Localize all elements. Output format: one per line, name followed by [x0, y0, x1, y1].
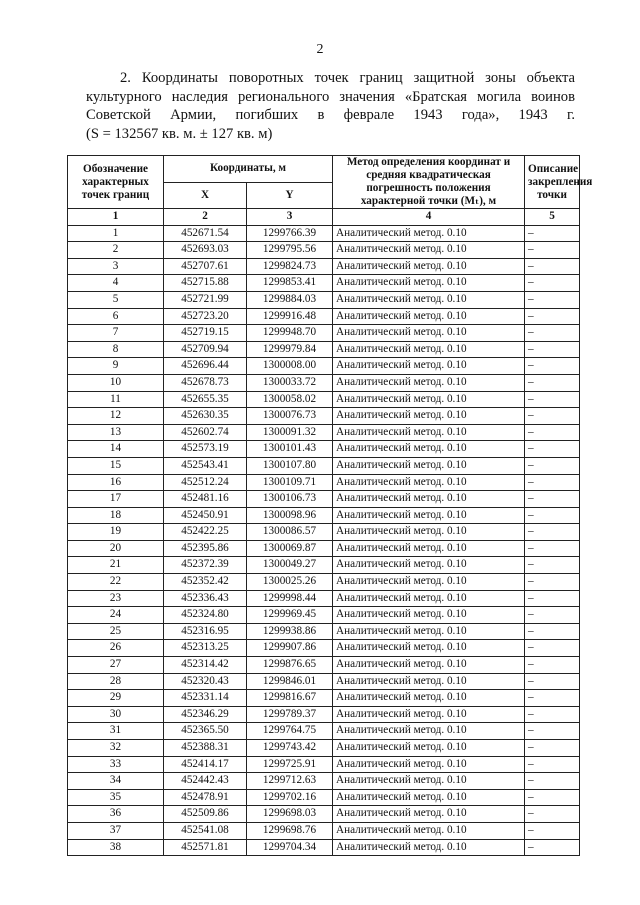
heading-line: (S = 132567 кв. м. ± 127 кв. м)	[86, 125, 273, 142]
table-row	[68, 225, 580, 242]
x-coordinate-cell: 452573.19	[164, 441, 247, 458]
table-row	[68, 690, 580, 707]
method-cell: Аналитический метод. 0.10	[333, 690, 525, 707]
coordinates-table	[67, 155, 593, 856]
x-coordinate-cell: 452696.44	[164, 358, 247, 375]
description-cell: –	[525, 242, 580, 259]
x-coordinate-cell: 452602.74	[164, 424, 247, 441]
table-row	[68, 341, 580, 358]
column-index: 3	[247, 209, 333, 226]
description-cell: –	[525, 424, 580, 441]
description-cell: –	[525, 822, 580, 839]
point-number-cell: 19	[68, 524, 164, 541]
x-coordinate-cell: 452721.99	[164, 291, 247, 308]
header-method: Метод определения координат и средняя квадратическая погрешность положения характерной точки (Mₜ), м	[333, 156, 525, 209]
y-coordinate-cell: 1299938.86	[247, 623, 333, 640]
table-row	[68, 258, 580, 275]
method-cell: Аналитический метод. 0.10	[333, 623, 525, 640]
x-coordinate-cell: 452541.08	[164, 822, 247, 839]
method-cell: Аналитический метод. 0.10	[333, 391, 525, 408]
table-row	[68, 657, 580, 674]
method-cell: Аналитический метод. 0.10	[333, 291, 525, 308]
description-cell: –	[525, 358, 580, 375]
y-coordinate-cell: 1299853.41	[247, 275, 333, 292]
x-coordinate-cell: 452422.25	[164, 524, 247, 541]
table-row	[68, 789, 580, 806]
table-row	[68, 557, 580, 574]
description-cell: –	[525, 723, 580, 740]
table-row	[68, 242, 580, 259]
heading-line: 2. Координаты поворотных точек границ защитной зоны объекта	[120, 70, 575, 86]
method-cell: Аналитический метод. 0.10	[333, 673, 525, 690]
table-row	[68, 457, 580, 474]
point-number-cell: 7	[68, 325, 164, 342]
point-number-cell: 8	[68, 341, 164, 358]
x-coordinate-cell: 452450.91	[164, 507, 247, 524]
x-coordinate-cell: 452709.94	[164, 341, 247, 358]
x-coordinate-cell: 452336.43	[164, 590, 247, 607]
table-row	[68, 391, 580, 408]
method-cell: Аналитический метод. 0.10	[333, 607, 525, 624]
description-cell: –	[525, 839, 580, 856]
y-coordinate-cell: 1300058.02	[247, 391, 333, 408]
point-number-cell: 9	[68, 358, 164, 375]
point-number-cell: 28	[68, 673, 164, 690]
y-coordinate-cell: 1299969.45	[247, 607, 333, 624]
description-cell: –	[525, 607, 580, 624]
method-cell: Аналитический метод. 0.10	[333, 441, 525, 458]
x-coordinate-cell: 452719.15	[164, 325, 247, 342]
description-cell: –	[525, 789, 580, 806]
method-cell: Аналитический метод. 0.10	[333, 773, 525, 790]
column-index-row	[68, 209, 580, 226]
point-number-cell: 33	[68, 756, 164, 773]
y-coordinate-cell: 1299948.70	[247, 325, 333, 342]
y-coordinate-cell: 1299766.39	[247, 225, 333, 242]
table-row	[68, 507, 580, 524]
point-number-cell: 32	[68, 740, 164, 757]
method-cell: Аналитический метод. 0.10	[333, 723, 525, 740]
x-coordinate-cell: 452388.31	[164, 740, 247, 757]
method-cell: Аналитический метод. 0.10	[333, 590, 525, 607]
x-coordinate-cell: 452671.54	[164, 225, 247, 242]
description-cell: –	[525, 673, 580, 690]
point-number-cell: 21	[68, 557, 164, 574]
y-coordinate-cell: 1300033.72	[247, 374, 333, 391]
description-cell: –	[525, 640, 580, 657]
point-number-cell: 10	[68, 374, 164, 391]
x-coordinate-cell: 452509.86	[164, 806, 247, 823]
point-number-cell: 27	[68, 657, 164, 674]
y-coordinate-cell: 1300107.80	[247, 457, 333, 474]
table-row	[68, 839, 580, 856]
description-cell: –	[525, 408, 580, 425]
point-number-cell: 26	[68, 640, 164, 657]
x-coordinate-cell: 452365.50	[164, 723, 247, 740]
heading-line: Советской Армии, погибших в феврале 1943 года», 1943 г.	[86, 107, 575, 123]
y-coordinate-cell: 1299795.56	[247, 242, 333, 259]
table-row	[68, 706, 580, 723]
point-number-cell: 16	[68, 474, 164, 491]
description-cell: –	[525, 441, 580, 458]
description-cell: –	[525, 291, 580, 308]
table-row	[68, 623, 580, 640]
description-cell: –	[525, 341, 580, 358]
method-cell: Аналитический метод. 0.10	[333, 822, 525, 839]
description-cell: –	[525, 325, 580, 342]
table-row	[68, 673, 580, 690]
table-row	[68, 291, 580, 308]
method-cell: Аналитический метод. 0.10	[333, 408, 525, 425]
x-coordinate-cell: 452316.95	[164, 623, 247, 640]
description-cell: –	[525, 557, 580, 574]
x-coordinate-cell: 452324.80	[164, 607, 247, 624]
y-coordinate-cell: 1299743.42	[247, 740, 333, 757]
point-number-cell: 37	[68, 822, 164, 839]
y-coordinate-cell: 1299816.67	[247, 690, 333, 707]
method-cell: Аналитический метод. 0.10	[333, 325, 525, 342]
table-row	[68, 358, 580, 375]
x-coordinate-cell: 452331.14	[164, 690, 247, 707]
point-number-cell: 1	[68, 225, 164, 242]
y-coordinate-cell: 1300109.71	[247, 474, 333, 491]
x-coordinate-cell: 452543.41	[164, 457, 247, 474]
method-cell: Аналитический метод. 0.10	[333, 374, 525, 391]
x-coordinate-cell: 452512.24	[164, 474, 247, 491]
table-row	[68, 524, 580, 541]
table-row	[68, 474, 580, 491]
y-coordinate-cell: 1299979.84	[247, 341, 333, 358]
y-coordinate-cell: 1299998.44	[247, 590, 333, 607]
y-coordinate-cell: 1299789.37	[247, 706, 333, 723]
y-coordinate-cell: 1300008.00	[247, 358, 333, 375]
table-row	[68, 590, 580, 607]
x-coordinate-cell: 452442.43	[164, 773, 247, 790]
point-number-cell: 35	[68, 789, 164, 806]
column-index: 5	[525, 209, 580, 226]
method-cell: Аналитический метод. 0.10	[333, 474, 525, 491]
point-number-cell: 18	[68, 507, 164, 524]
description-cell: –	[525, 756, 580, 773]
point-number-cell: 20	[68, 540, 164, 557]
y-coordinate-cell: 1299876.65	[247, 657, 333, 674]
point-number-cell: 17	[68, 491, 164, 508]
method-cell: Аналитический метод. 0.10	[333, 657, 525, 674]
y-coordinate-cell: 1300101.43	[247, 441, 333, 458]
y-coordinate-cell: 1299916.48	[247, 308, 333, 325]
x-coordinate-cell: 452395.86	[164, 540, 247, 557]
column-index: 1	[68, 209, 164, 226]
table-row	[68, 723, 580, 740]
point-number-cell: 22	[68, 574, 164, 591]
point-number-cell: 12	[68, 408, 164, 425]
header-point: Обозначение характерных точек границ	[68, 156, 164, 209]
description-cell: –	[525, 773, 580, 790]
point-number-cell: 13	[68, 424, 164, 441]
point-number-cell: 34	[68, 773, 164, 790]
description-cell: –	[525, 574, 580, 591]
table-row	[68, 806, 580, 823]
y-coordinate-cell: 1299725.91	[247, 756, 333, 773]
table-row	[68, 607, 580, 624]
description-cell: –	[525, 540, 580, 557]
point-number-cell: 36	[68, 806, 164, 823]
x-coordinate-cell: 452707.61	[164, 258, 247, 275]
y-coordinate-cell: 1299712.63	[247, 773, 333, 790]
table-row	[68, 308, 580, 325]
method-cell: Аналитический метод. 0.10	[333, 242, 525, 259]
table-row	[68, 441, 580, 458]
description-cell: –	[525, 374, 580, 391]
method-cell: Аналитический метод. 0.10	[333, 308, 525, 325]
description-cell: –	[525, 690, 580, 707]
x-coordinate-cell: 452723.20	[164, 308, 247, 325]
heading-line: культурного наследия регионального значения «Братская могила воинов	[86, 88, 575, 105]
section-heading	[86, 69, 575, 143]
y-coordinate-cell: 1299824.73	[247, 258, 333, 275]
x-coordinate-cell: 452478.91	[164, 789, 247, 806]
table-row	[68, 822, 580, 839]
y-coordinate-cell: 1299702.16	[247, 789, 333, 806]
description-cell: –	[525, 457, 580, 474]
description-cell: –	[525, 225, 580, 242]
point-number-cell: 24	[68, 607, 164, 624]
point-number-cell: 2	[68, 242, 164, 259]
method-cell: Аналитический метод. 0.10	[333, 756, 525, 773]
table-row	[68, 740, 580, 757]
y-coordinate-cell: 1300106.73	[247, 491, 333, 508]
table-row	[68, 756, 580, 773]
method-cell: Аналитический метод. 0.10	[333, 540, 525, 557]
y-coordinate-cell: 1299704.34	[247, 839, 333, 856]
point-number-cell: 23	[68, 590, 164, 607]
method-cell: Аналитический метод. 0.10	[333, 424, 525, 441]
point-number-cell: 6	[68, 308, 164, 325]
x-coordinate-cell: 452693.03	[164, 242, 247, 259]
point-number-cell: 3	[68, 258, 164, 275]
point-number-cell: 38	[68, 839, 164, 856]
x-coordinate-cell: 452320.43	[164, 673, 247, 690]
y-coordinate-cell: 1299698.03	[247, 806, 333, 823]
x-coordinate-cell: 452715.88	[164, 275, 247, 292]
table-row	[68, 540, 580, 557]
description-cell: –	[525, 740, 580, 757]
description-cell: –	[525, 657, 580, 674]
method-cell: Аналитический метод. 0.10	[333, 557, 525, 574]
description-cell: –	[525, 474, 580, 491]
method-cell: Аналитический метод. 0.10	[333, 275, 525, 292]
x-coordinate-cell: 452313.25	[164, 640, 247, 657]
description-cell: –	[525, 706, 580, 723]
y-coordinate-cell: 1300025.26	[247, 574, 333, 591]
x-coordinate-cell: 452678.73	[164, 374, 247, 391]
description-cell: –	[525, 524, 580, 541]
method-cell: Аналитический метод. 0.10	[333, 258, 525, 275]
x-coordinate-cell: 452571.81	[164, 839, 247, 856]
point-number-cell: 15	[68, 457, 164, 474]
description-cell: –	[525, 491, 580, 508]
method-cell: Аналитический метод. 0.10	[333, 491, 525, 508]
description-cell: –	[525, 308, 580, 325]
y-coordinate-cell: 1300069.87	[247, 540, 333, 557]
y-coordinate-cell: 1299884.03	[247, 291, 333, 308]
y-coordinate-cell: 1300086.57	[247, 524, 333, 541]
y-coordinate-cell: 1299764.75	[247, 723, 333, 740]
method-cell: Аналитический метод. 0.10	[333, 839, 525, 856]
point-number-cell: 30	[68, 706, 164, 723]
table-row	[68, 374, 580, 391]
table-row	[68, 491, 580, 508]
table-row	[68, 640, 580, 657]
y-coordinate-cell: 1299846.01	[247, 673, 333, 690]
x-coordinate-cell: 452346.29	[164, 706, 247, 723]
y-coordinate-cell: 1299698.76	[247, 822, 333, 839]
description-cell: –	[525, 391, 580, 408]
x-coordinate-cell: 452655.35	[164, 391, 247, 408]
method-cell: Аналитический метод. 0.10	[333, 789, 525, 806]
method-cell: Аналитический метод. 0.10	[333, 574, 525, 591]
description-cell: –	[525, 275, 580, 292]
x-coordinate-cell: 452630.35	[164, 408, 247, 425]
table-body	[68, 225, 580, 856]
column-index: 2	[164, 209, 247, 226]
method-cell: Аналитический метод. 0.10	[333, 358, 525, 375]
method-cell: Аналитический метод. 0.10	[333, 507, 525, 524]
description-cell: –	[525, 590, 580, 607]
method-cell: Аналитический метод. 0.10	[333, 640, 525, 657]
point-number-cell: 5	[68, 291, 164, 308]
point-number-cell: 14	[68, 441, 164, 458]
description-cell: –	[525, 507, 580, 524]
x-coordinate-cell: 452481.16	[164, 491, 247, 508]
header-x: X	[164, 182, 247, 209]
y-coordinate-cell: 1300049.27	[247, 557, 333, 574]
method-cell: Аналитический метод. 0.10	[333, 457, 525, 474]
point-number-cell: 25	[68, 623, 164, 640]
table-row	[68, 275, 580, 292]
column-index: 4	[333, 209, 525, 226]
y-coordinate-cell: 1299907.86	[247, 640, 333, 657]
description-cell: –	[525, 258, 580, 275]
point-number-cell: 4	[68, 275, 164, 292]
table-row	[68, 408, 580, 425]
method-cell: Аналитический метод. 0.10	[333, 806, 525, 823]
header-y: Y	[247, 182, 333, 209]
x-coordinate-cell: 452414.17	[164, 756, 247, 773]
point-number-cell: 31	[68, 723, 164, 740]
header-description: Описание закрепления точки	[525, 156, 580, 209]
x-coordinate-cell: 452372.39	[164, 557, 247, 574]
y-coordinate-cell: 1300091.32	[247, 424, 333, 441]
method-cell: Аналитический метод. 0.10	[333, 740, 525, 757]
method-cell: Аналитический метод. 0.10	[333, 524, 525, 541]
page-number: 2	[316, 42, 324, 57]
table-row	[68, 574, 580, 591]
y-coordinate-cell: 1300098.96	[247, 507, 333, 524]
table-row	[68, 773, 580, 790]
description-cell: –	[525, 806, 580, 823]
x-coordinate-cell: 452352.42	[164, 574, 247, 591]
method-cell: Аналитический метод. 0.10	[333, 225, 525, 242]
description-cell: –	[525, 623, 580, 640]
method-cell: Аналитический метод. 0.10	[333, 341, 525, 358]
point-number-cell: 29	[68, 690, 164, 707]
header-coords: Координаты, м	[164, 156, 333, 183]
method-cell: Аналитический метод. 0.10	[333, 706, 525, 723]
table-row	[68, 424, 580, 441]
point-number-cell: 11	[68, 391, 164, 408]
y-coordinate-cell: 1300076.73	[247, 408, 333, 425]
table-row	[68, 325, 580, 342]
x-coordinate-cell: 452314.42	[164, 657, 247, 674]
